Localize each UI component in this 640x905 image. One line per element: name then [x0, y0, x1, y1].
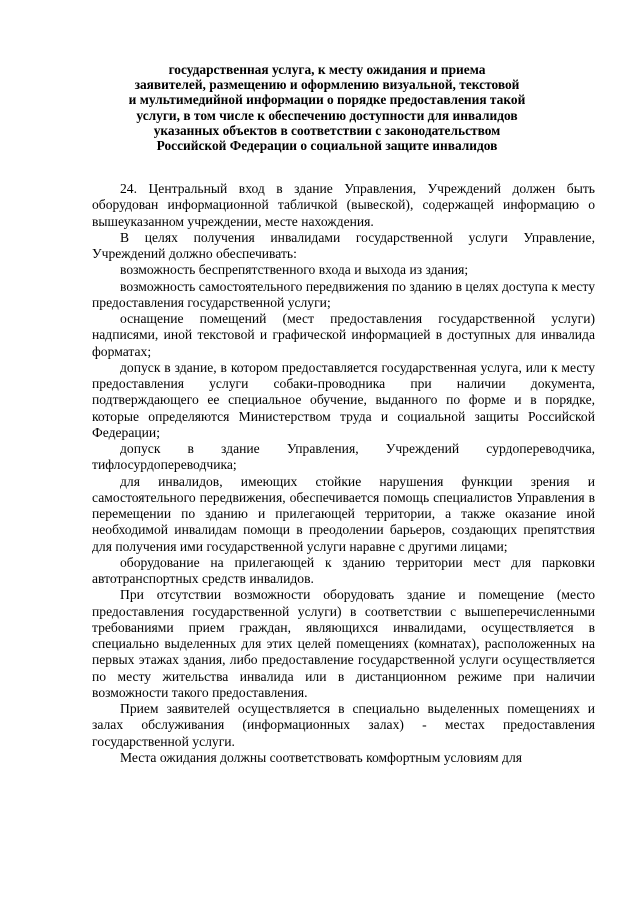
paragraph-alternative-service: При отсутствии возможности оборудовать здание и помещение (место предоставления государственной услуги) в соответствии с вышеперечисленными требованиями прием граждан, являющихся инвалидами, осуществляется в специально выделенных для этих целей помещениях (комнатах), расположенных на первых этажах здания, либо предоставление государственной услуги осуществляется по месту жительства инвалида или в дистанционном режиме при наличии возможности такого предоставления.: [92, 587, 595, 700]
paragraph-list-item: оборудование на прилегающей к зданию территории мест для парковки автотранспортных средств инвалидов.: [92, 554, 595, 586]
paragraph-list-item: для инвалидов, имеющих стойкие нарушения функции зрения и самостоятельного передвижения, обеспечивается помощь специалистов Управления в перемещении по зданию и прилегающей территории, а также оказание иной необходимой инвалидам помощи в преодолении барьеров, создающих препятствия для получения ими государственной услуги наравне с другими лицами;: [92, 473, 595, 554]
paragraph-list-item: возможность самостоятельного передвижения по зданию в целях доступа к месту предоставления государственной услуги;: [92, 278, 595, 310]
heading-line: заявителей, размещению и оформлению визуальной, текстовой: [134, 77, 520, 93]
paragraph-list-item: допуск в здание, в котором предоставляется государственная услуга, или к месту предоставления услуги собаки-проводника при наличии документа, подтверждающего ее специальное обучение, выданного по форме и в порядке, которые определяются Министерством труда и социальной защиты Российской Федерации;: [92, 359, 595, 440]
paragraph-waiting-areas: Места ожидания должны соответствовать комфортным условиям для: [120, 749, 523, 765]
section-heading: [92, 62, 562, 153]
paragraph-list-item: оснащение помещений (мест предоставления государственной услуги) надписями, иной текстовой и графической информацией в доступных для инвалида форматах;: [92, 311, 595, 359]
heading-line: Российской Федерации о социальной защите инвалидов: [156, 138, 498, 154]
paragraph-reception: Прием заявителей осуществляется в специально выделенных помещениях и залах обслуживания (информационных залах) - местах предоставления государственной услуги.: [92, 701, 595, 749]
heading-line: и мультимедийной информации о порядке предоставления такой: [128, 92, 526, 108]
paragraph-requirements-intro: В целях получения инвалидами государственной услуги Управление, Учреждений должно обеспечивать:: [92, 229, 595, 261]
paragraph-list-item: допуск в здание Управления, Учреждений сурдопереводчика, тифлосурдопереводчика;: [92, 441, 595, 473]
paragraph-clause-24: 24. Центральный вход в здание Управления, Учреждений должен быть оборудован информационной табличкой (вывеской), содержащей информацию о вышеуказанном учреждении, месте нахождения.: [92, 181, 595, 229]
heading-line: услуги, в том числе к обеспечению доступности для инвалидов: [136, 107, 518, 123]
heading-line: государственная услуга, к месту ожидания и приема: [168, 62, 486, 77]
document-body: [92, 181, 595, 766]
heading-line: указанных объектов в соответствии с законодательством: [153, 122, 501, 138]
paragraph-list-item: возможность беспрепятственного входа и выхода из здания;: [120, 262, 469, 278]
